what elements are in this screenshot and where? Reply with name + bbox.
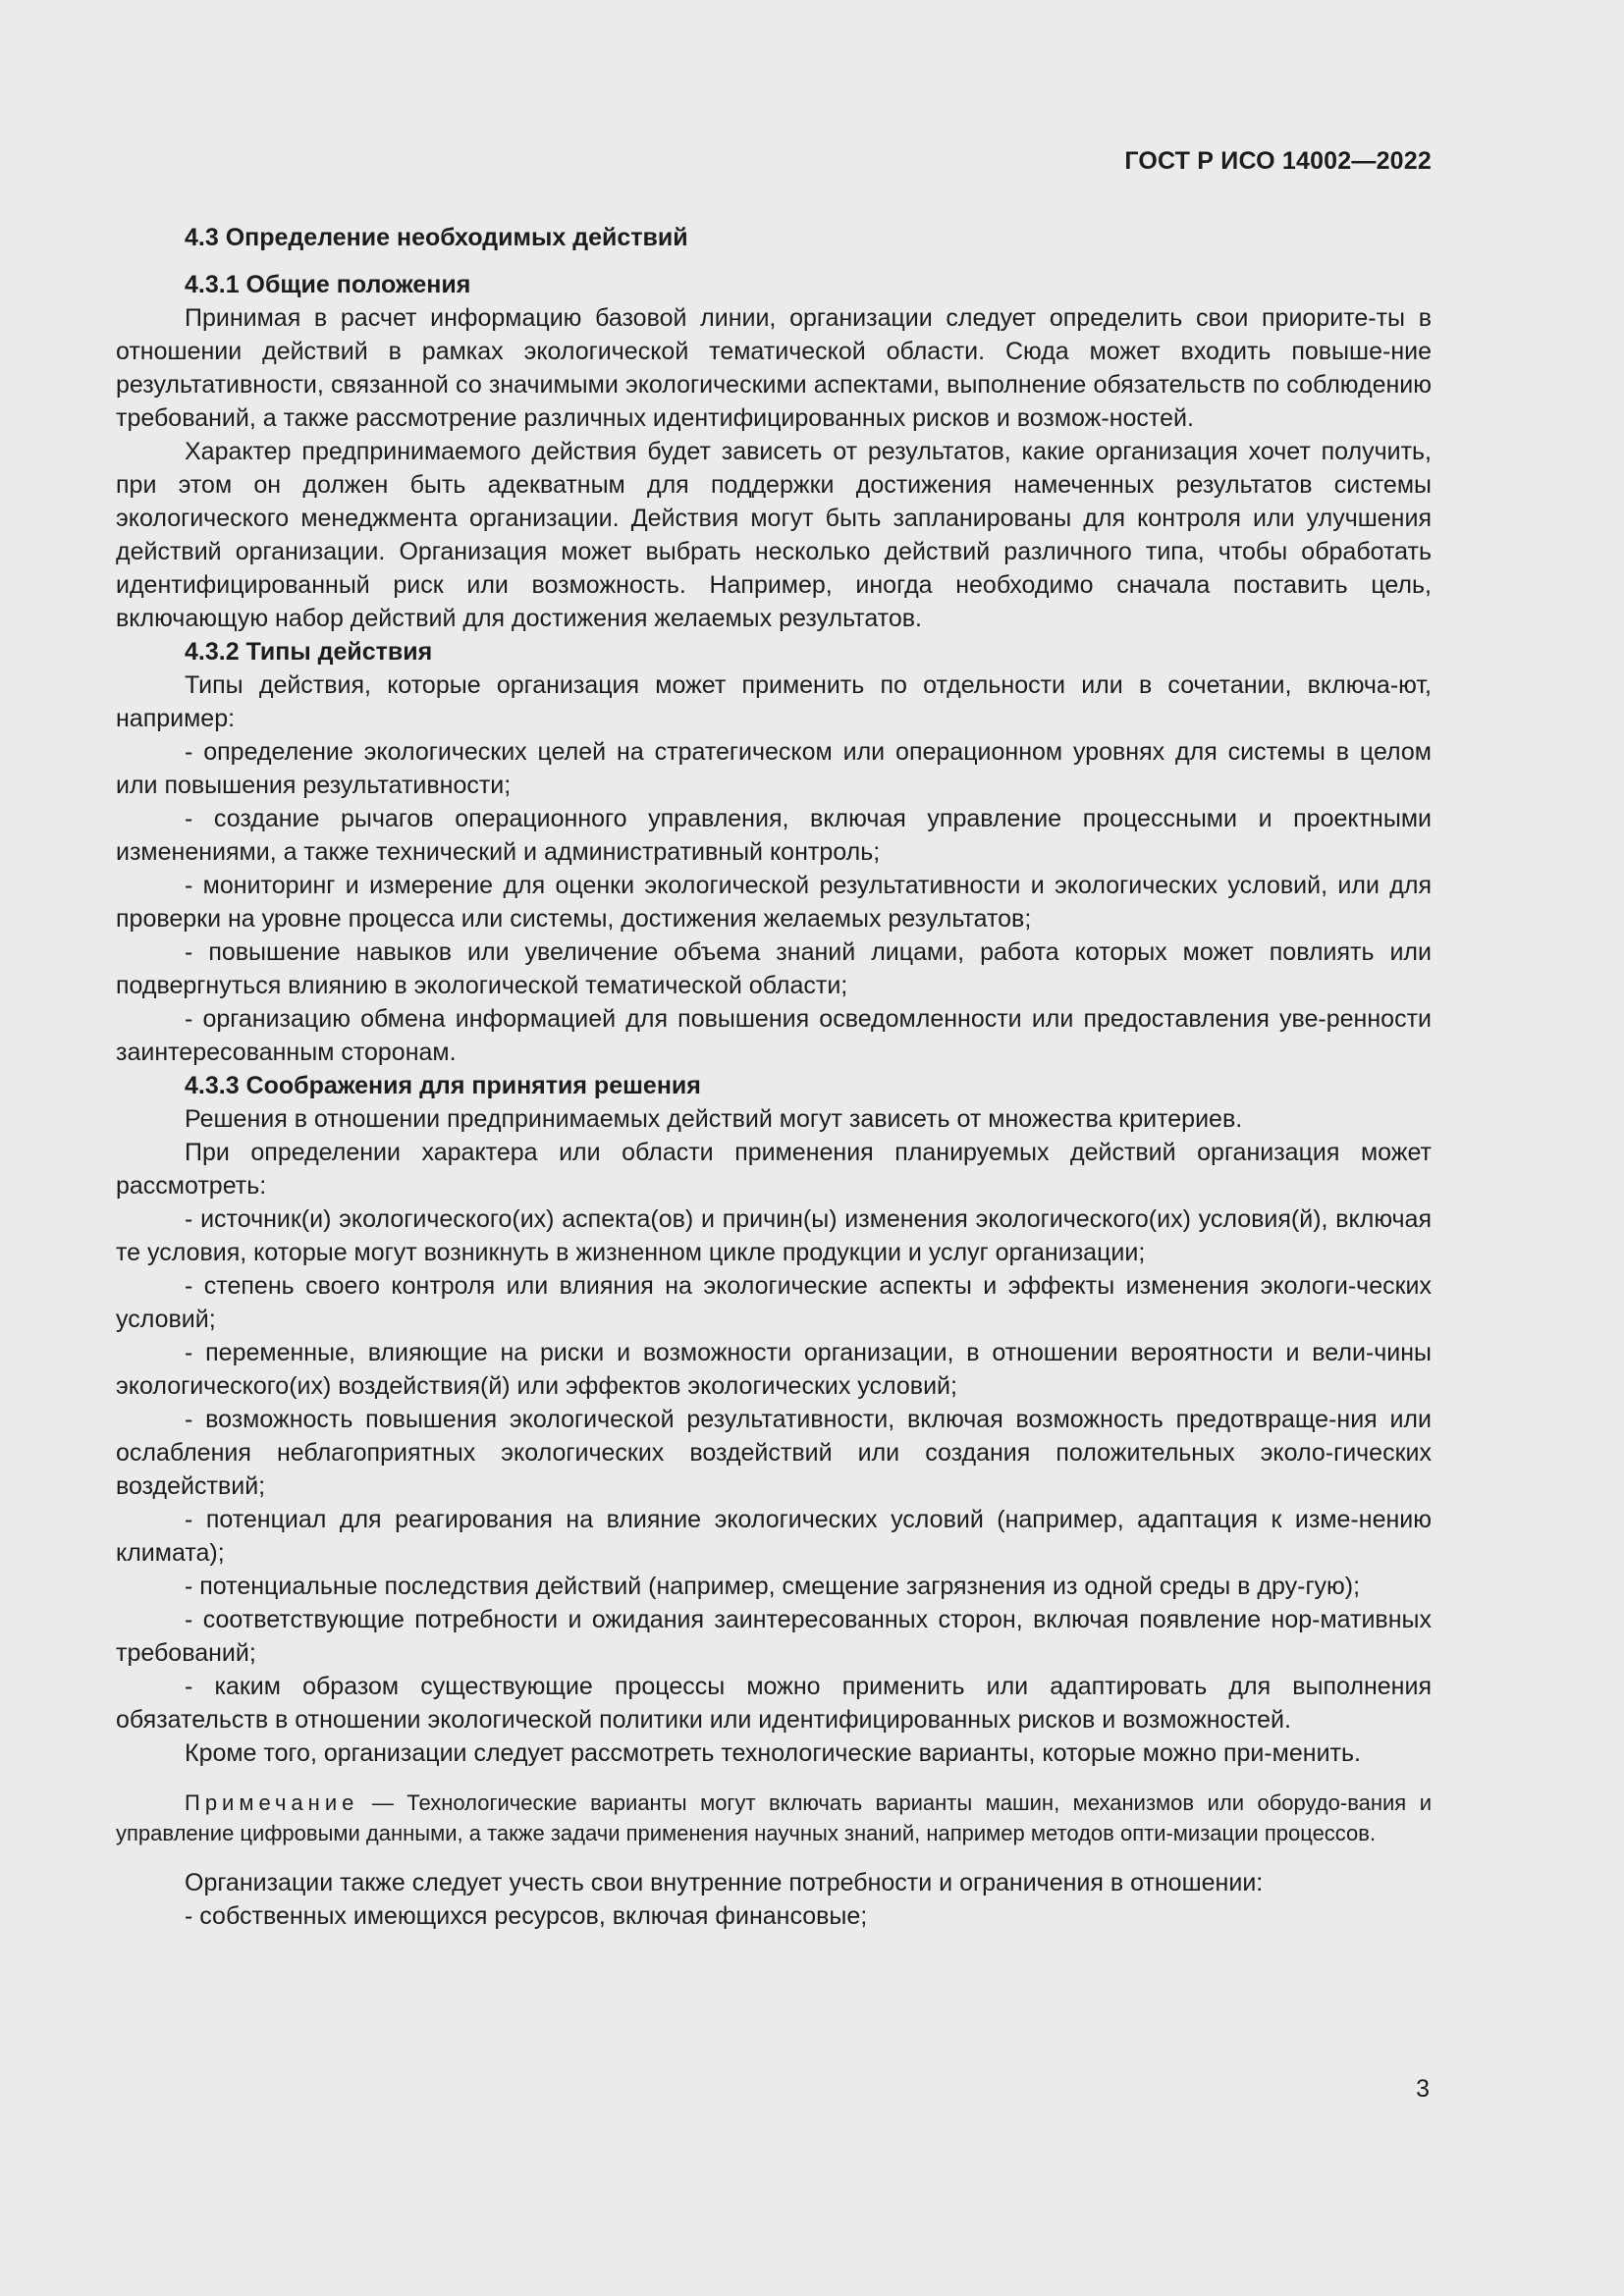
paragraph: Принимая в расчет информацию базовой линии, организации следует определить свои приорите-ты в отношении действий в рамках экологической тематической области. Сюда может входить повыше-ние результативности, связанной со значимыми экологическими аспектами, выполнение обязательств по соблюдению требований, а также рассмотрение различных идентифицированных рисков и возмож-ностей. <box>116 304 1432 432</box>
list-item: - потенциальные последствия действий (например, смещение загрязнения из одной среды в дру-гую); <box>185 1573 1361 1600</box>
paragraph: При определении характера или области применения планируемых действий организация может рассмотреть: <box>116 1139 1432 1200</box>
list-item: - соответствующие потребности и ожидания заинтересованных сторон, включая появление нор-мативных требований; <box>116 1606 1432 1667</box>
section-4-3-3-title: 4.3.3 Соображения для принятия решения <box>185 1072 701 1099</box>
document-page <box>116 147 1432 1933</box>
note <box>116 1788 1432 1848</box>
paragraph: Организации также следует учесть свои внутренние потребности и ограничения в отношении: <box>185 1869 1264 1896</box>
note-label: Примечание <box>185 1790 359 1815</box>
list-item: - переменные, влияющие на риски и возможности организации, в отношении вероятности и вели-чины экологического(их) воздействия(й) или эффектов экологических условий; <box>116 1339 1432 1400</box>
list-item: - каким образом существующие процессы можно применить или адаптировать для выполнения обязательств в отношении экологической политики или идентифицированных рисков и возможностей. <box>116 1673 1432 1734</box>
list-item: - степень своего контроля или влияния на экологические аспекты и эффекты изменения экологи-ческих условий; <box>116 1272 1432 1333</box>
section-4-3-title: 4.3 Определение необходимых действий <box>185 224 688 251</box>
list-item: - повышение навыков или увеличение объема знаний лицами, работа которых может повлиять или подвергнуться влиянию в экологической тематической области; <box>116 938 1432 999</box>
section-4-3-2-title: 4.3.2 Типы действия <box>185 638 433 666</box>
list-item: - собственных имеющихся ресурсов, включая финансовые; <box>185 1902 868 1930</box>
list-item: - возможность повышения экологической результативности, включая возможность предотвраще-ния или ослабления неблагоприятных экологических воздействий или создания положительных эколо-гических воздействий; <box>116 1406 1432 1500</box>
paragraph: Решения в отношении предпринимаемых действий могут зависеть от множества критериев. <box>185 1105 1243 1133</box>
paragraph: Кроме того, организации следует рассмотреть технологические варианты, которые можно при-менить. <box>185 1739 1361 1767</box>
paragraph: Характер предпринимаемого действия будет зависеть от результатов, какие организация хочет получить, при этом он должен быть адекватным для поддержки достижения намеченных результатов системы экологического менеджмента организации. Действия могут быть запланированы для контроля или улучшения действий организации. Организация может выбрать несколько действий различного типа, чтобы обработать идентифицированный риск или возможность. Например, иногда необходимо сначала поставить цель, включающую набор действий для достижения желаемых результатов. <box>116 438 1432 632</box>
list-item: - определение экологических целей на стратегическом или операционном уровнях для системы в целом или повышения результативности; <box>116 738 1432 799</box>
list-item: - мониторинг и измерение для оценки экологической результативности и экологических условий, или для проверки на уровне процесса или системы, достижения желаемых результатов; <box>116 872 1432 933</box>
section-4-3-1-title: 4.3.1 Общие положения <box>185 271 471 298</box>
document-id-header: ГОСТ Р ИСО 14002—2022 <box>1124 147 1432 175</box>
list-item: - создание рычагов операционного управления, включая управление процессными и проектными изменениями, а также технический и административный контроль; <box>116 805 1432 866</box>
list-item: - потенциал для реагирования на влияние экологических условий (например, адаптация к изме-нению климата); <box>116 1506 1432 1567</box>
note-text: — Технологические варианты могут включать варианты машин, механизмов или оборудо-вания и управление цифровыми данными, а также задачи применения научных знаний, например методов опти-мизации процессов. <box>116 1790 1432 1845</box>
list-item: - источник(и) экологического(их) аспекта(ов) и причин(ы) изменения экологического(их) условия(й), включая те условия, которые могут возникнуть в жизненном цикле продукции и услуг организации; <box>116 1205 1432 1266</box>
list-item: - организацию обмена информацией для повышения осведомленности или предоставления уве-ренности заинтересованным сторонам. <box>116 1005 1432 1066</box>
paragraph: Типы действия, которые организация может применить по отдельности или в сочетании, включа-ют, например: <box>116 671 1432 732</box>
page-number: 3 <box>1416 2075 1430 2103</box>
